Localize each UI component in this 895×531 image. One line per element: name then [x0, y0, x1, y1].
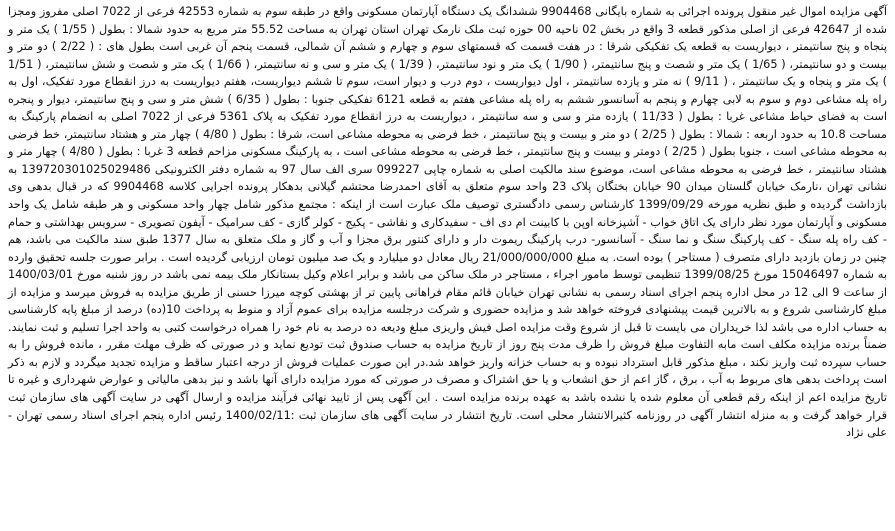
notice-body-text: آگهی مزایده اموال غیر منقول پرونده اجرائی به شماره بایگانی 9904468 ششدانگ یک دستگاه آپارتمان مسکونی واقع در طبقه سوم به شماره 42553 فرعی از 7022 اصلی مفروز ومجزا شده از 42647 فرعی از اصلی مذکور قطعه 3 واقع در بخش 02 ناحیه 00 حوزه ثبت ملک نارمک تهران استان تهران به مساحت 55.52 متر مربع به حدود شمالا : بطول ( 1/55 ) یک متر و پنجاه و پنج سانتیمتر ، دیواریست به قطعه یک تفکیکی شرقا : در هفت قسمت که قسمتهای سوم و چهارم و ششم آن شمالی، قسمت پنجم آن غربی است بطول های : ( 2/22 ) دو متر و بیست و دو سانتیمتر، ( 1/65 ) یک متر و شصت و پنج سانتیمتر، ( 1/90 ) یک متر و نود سانتیمتر، ( 1/39 ) یک متر و سی و نه سانتیمتر، ( 1/66 ) یک متر و شصت و شش سانتیمتر، ( 1/51 ) یک متر و پنجاه و یک سانتیمتر ، ( 9/11 ) نه متر و یازده سانتیمتر ، اول دیواریست ، دوم درب و دیوار است، سوم تا ششم دیواریست، هفتم دیواریست به درز انقطاع مورد تفکیک، اول به راه پله مشاعی دوم و سوم به لابی چهارم و پنجم به آسانسور ششم به راه پله مشاعی هفتم به قطعه 6121 تفکیکی جنوبا : بطول ( 6/35 ) شش متر و سی و پنج سانتیمتر، دیوار و پنجره است به فضای حیاط مشاعی غربا : بطول ( 11/33 ) یازده متر و سی و سه سانتیمتر ، دیواریست به درز انقطاع مورد تفکیک به پلاک 5361 فرعی از 7022 اصلی به انضمام پارکینگ به مساحت 10.8 به حدود اربعه : شمالا : بطول ( 2/25 ) دو متر و بیست و پنج سانتیمتر ، خط فرضی به محوطه مشاعی است، شرقا : بطول ( 4/80 ) چهار متر و هشتاد سانتیمتر، خط فرضی به محوطه مشاعی است ، جنوبا بطول ( 2/25 ) دومتر و بیست و پنج سانتیمتر ، خط فرضی به محوطه مشاعی است ، به پارکینگ مسکونی مزاحم قطعه 3 غربا : بطول ( 4/80 ) چهار متر و هشتاد سانتیمتر ، خط فرضی به محوطه مشاعی است، موضوع سند مالکیت اصلی به شماره چاپی 099227 سری الف سال 97 به شماره دفتر الکترونیکی 139720301025029486 به نشانی تهران ،نارمک خیابان گلستان میدان 90 خیابان بختگان پلاک 23 واحد سوم متعلق به آقای احمدرضا محتشم گیلانی بدهکار پرونده اجرایی کلاسه 9904468 که در قبال بدهی وی بازداشت گردیده و طبق نظریه مورخه 1399/09/29 کارشناس رسمی دادگستری توصیف ملک عبارت است از اینکه : مجتمع مذکور شامل چهار واحد مسکونی و هر طبقه شامل یک واحد مسکونی و آپارتمان مورد نظر دارای یک اتاق خواب - آشپزخانه اوپن با کابینت ام دی اف - سفیدکاری و نقاشی - پکیج - کولر گازی - کف سرامیک - آیفون تصویری - سرویس بهداشتی و حمام - کف راه پله سنگ - کف پارکینگ سنگ و نما سنگ - آسانسور- درب پارکینگ ریموت دار و دارای کنتور برق مجزا و آب و گاز و ملک متعلق به سال 1377 طبق سند مالکیت می باشد، هم چنین در زمان بازدید دارای متصرف ( مستاجر ) بوده است. به مبلغ 21/000/000/000 ریال معادل دو میلیارد و یک صد میلیون تومان ارزیابی گردیده است . برابر صورت جلسه تحقیق وارده به شماره 15046497 مورخ 1399/08/25 تنظیمی توسط مامور اجراء ، مستاجر در ملک ساکن می باشد و برابر اعلام وکیل بستانکار ملک بیمه نمی باشد در روز شنبه مورخ 1400/03/01 از ساعت 9 الی 12 در محل اداره پنجم اجرای اسناد رسمی به نشانی تهران خیابان قائم مقام فراهانی پایین تر از بهشتی کوچه میرزا حسنی از طریق مزایده به فروش میرسد و مزایده از مبلغ کارشناسی شروع و به بالاترین قیمت پیشنهادی فروخته خواهد شد و مزایده حضوری و شرکت درجلسه مزایده برای عموم آزاد و منوط به پرداخت 10(ده) درصد از مبلغ پایه کارشناسی به حساب اداره می باشد لذا خریداران می بایست تا قبل از شروع وقت مزایده اصل فیش واریزی مبلغ ودیعه ده درصد به نام خود را همراه درخواست کتبی به واحد اجرا تسلیم و ثبت نمایند. ضمناً برنده مزایده مکلف است مابه التفاوت مبلغ فروش را ظرف مدت پنج روز از تاریخ مزایده به حساب صندوق ثبت تودیع نماید و در صورتی که ظرف مهلت مقرر ، مانده فروش را به حساب سپرده ثبت واریز نکند ، مبلغ مذکور قابل استرداد نبوده و به حساب خزانه واریز خواهد شد.در این صورت عملیات فروش از درجه اعتبار ساقط و مزایده تجدید میگردد و لازم به ذکر است پرداخت بدهی های مربوط به آب ، برق ، گاز اعم از حق انشعاب و یا حق اشتراک و مصرف در صورتی که مورد مزایده دارای آنها باشد و نیز بدهی مالیاتی و عوارض شهرداری و غیره تا تاریخ مزایده اعم از اینکه رقم قطعی آن معلوم شده یا نشده باشد به عهده برنده مزایده است . این آگهی پس از تایید نهائی فرآیند مزایده و ارسال آگهی در سایت آگهی های سازمان ثبت قرار خواهد گرفت و به منزله انتشار آگهی در روزنامه کثیرالانتشار محلی است. تاریخ انتشار در سایت آگهی های سازمان ثبت :1400/02/11 رئیس اداره پنجم اجرای اسناد رسمی تهران - علی نژاد — [8, 5, 888, 440]
